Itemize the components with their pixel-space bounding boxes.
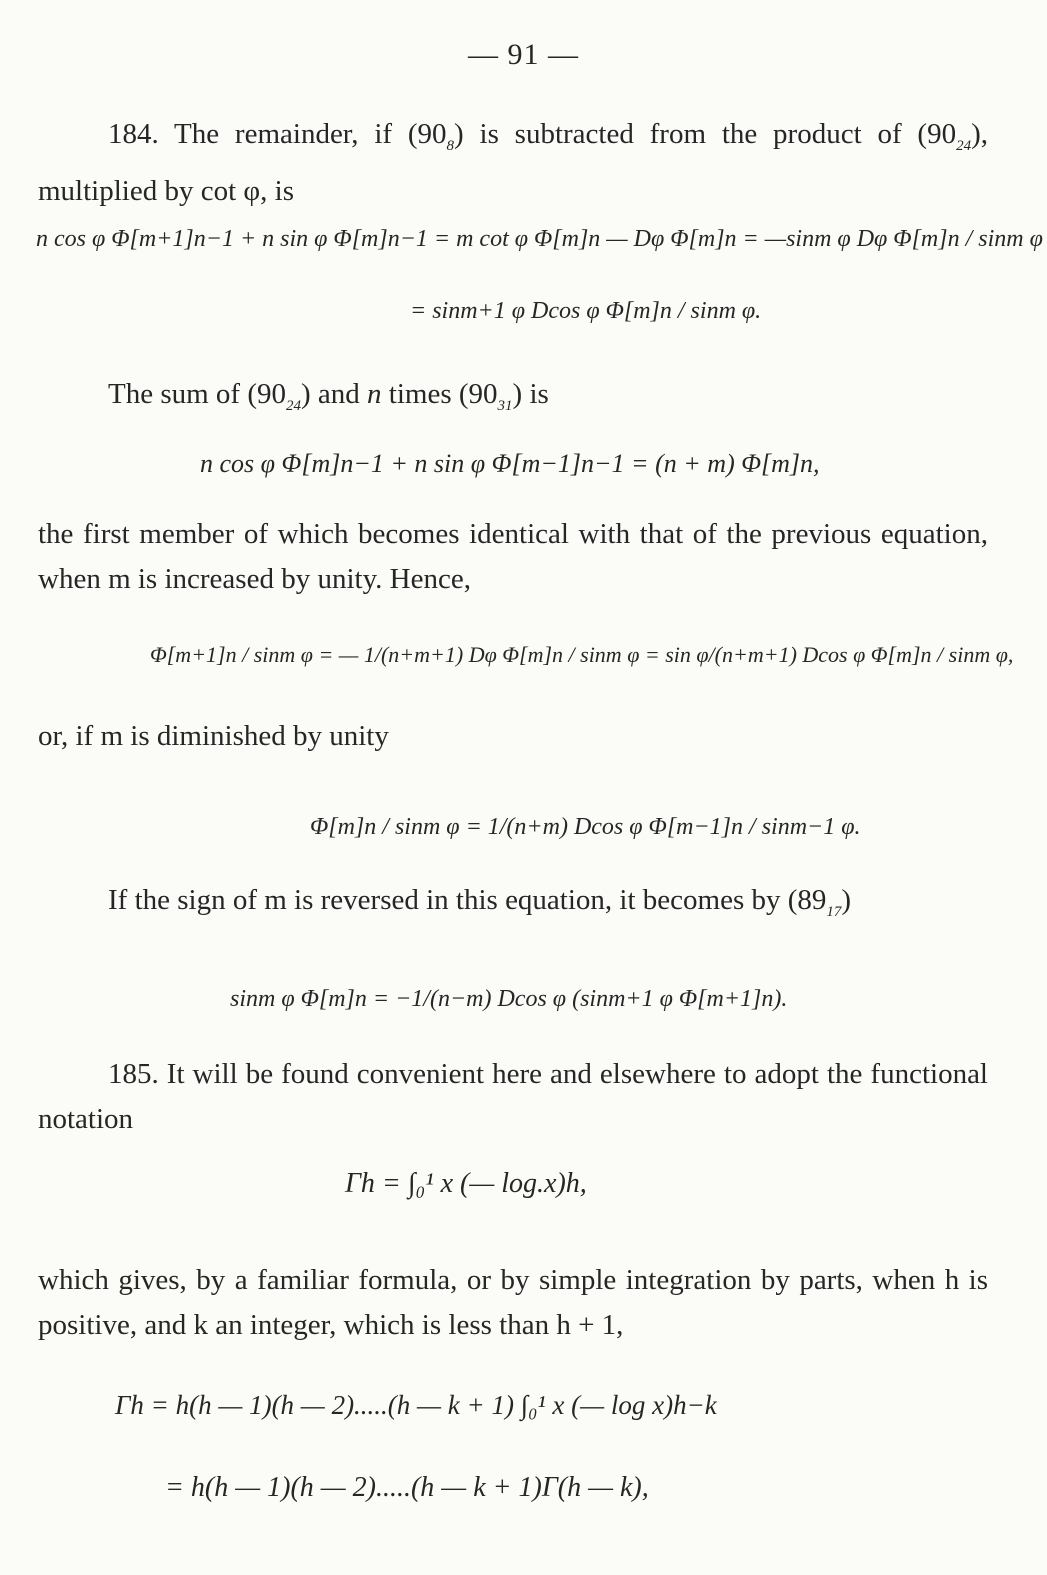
- equation-184-5: sinm φ Φ[m]n = −1/(n−m) Dcos φ (sinm+1 φ Φ[m+1]n).: [230, 986, 788, 1012]
- reversed-text: If the sign of m is reversed in this equation, it becomes by $(89_{17})$: [108, 884, 852, 920]
- section-184-intro: 184. The remainder, if $(90_8)$ is subtracted from the product of $(90_{24})$, multiplied by cot φ, is: [38, 118, 988, 207]
- diminished-text: or, if m is diminished by unity: [38, 720, 389, 752]
- equation-184-4: Φ[m]n / sinm φ = 1/(n+m) Dcos φ Φ[m−1]n / sinm−1 φ.: [310, 814, 861, 840]
- sum-text: The sum of $(90_{24})$ and n times $(90_{31})$ is: [108, 378, 549, 414]
- equation-185-1: Γh = ∫₀¹ x (— log.x)h,: [345, 1168, 587, 1199]
- section-185-intro: 185. It will be found convenient here and elsewhere to adopt the functional notation: [38, 1058, 988, 1135]
- equation-185-2-line1: Γh = h(h — 1)(h — 2).....(h — k + 1) ∫₀¹ x (— log x)h−k: [115, 1390, 717, 1420]
- equation-184-3: Φ[m+1]n / sinm φ = — 1/(n+m+1) Dφ Φ[m]n / sinm φ = sin φ/(n+m+1) Dcos φ Φ[m]n / sinm φ,: [150, 642, 1014, 667]
- equation-184-1-line2: = sinm+1 φ Dcos φ Φ[m]n / sinm φ.: [410, 298, 762, 324]
- equation-185-2-line2: = h(h — 1)(h — 2).....(h — k + 1)Γ(h — k),: [165, 1472, 649, 1503]
- which-gives-text: which gives, by a familiar formula, or by simple integration by parts, when h is positive, and k an integer, which is less than h + 1,: [38, 1264, 988, 1341]
- equation-184-2: n cos φ Φ[m]n−1 + n sin φ Φ[m−1]n−1 = (n + m) Φ[m]n,: [200, 449, 820, 478]
- page-number: — 91 —: [468, 38, 579, 71]
- first-member-text: the first member of which becomes identical with that of the previous equation, when m is increased by unity. Hence,: [38, 518, 988, 595]
- equation-184-1-line1: n cos φ Φ[m+1]n−1 + n sin φ Φ[m]n−1 = m cot φ Φ[m]n — Dφ Φ[m]n = —sinm φ Dφ Φ[m]n / sinm φ: [36, 226, 1043, 252]
